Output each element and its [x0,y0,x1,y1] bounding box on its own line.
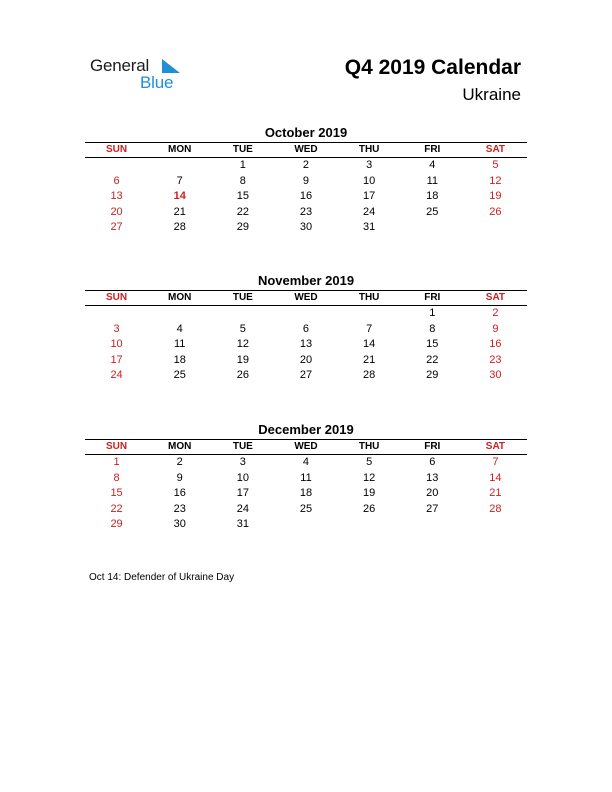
day-cell: 8 [239,174,246,187]
day-cell: 7 [176,174,183,187]
day-cell: 27 [426,502,439,515]
day-cell: 9 [302,174,310,187]
day-cell: 18 [299,487,313,499]
weekday-sat: SAT [464,440,527,455]
month-title: December 2019 [258,422,354,437]
holiday-day-cell: 14 [173,190,186,202]
day-cell: 19 [489,190,502,202]
weekday-wed: WED [274,143,337,158]
day-cell: 7 [492,456,499,468]
day-cell: 19 [363,487,376,499]
day-cell: 5 [366,456,373,468]
weekday-thu: THU [338,440,401,455]
week-row [85,322,527,338]
day-cell: 27 [299,369,313,381]
day-cell: 23 [299,205,313,218]
empty-day-cell [274,306,337,322]
empty-day-cell [85,306,148,322]
empty-day-cell [401,220,464,236]
day-cell: 21 [173,205,186,218]
day-cell: 2 [176,456,183,468]
weekday-tue: TUE [211,440,274,455]
day-cell: 9 [492,322,499,335]
empty-day-cell [148,306,211,322]
day-cell: 1 [239,159,246,171]
weekday-fri: FRI [401,143,464,158]
day-cell: 3 [239,456,246,468]
day-cell: 12 [489,174,502,187]
holiday-notes [89,571,234,585]
day-cell: 2 [302,159,310,171]
empty-day-cell [464,517,527,533]
day-cell: 7 [366,322,373,335]
weekday-header-row [85,291,527,306]
month-december [85,421,527,533]
day-cell: 29 [426,369,439,381]
empty-day-cell [274,517,337,533]
day-cell: 13 [299,338,313,350]
day-cell: 18 [426,190,439,202]
day-cell: 28 [489,502,502,515]
weekday-header-row [85,143,527,158]
day-cell: 22 [236,205,249,218]
weekday-wed: WED [274,440,337,455]
day-cell: 24 [110,369,123,381]
day-cell: 16 [173,487,186,499]
weekday-mon: MON [148,143,211,158]
week-row [85,353,527,369]
day-cell: 17 [363,190,376,202]
day-cell: 2 [492,307,499,319]
empty-day-cell [401,517,464,533]
day-cell: 28 [363,369,376,381]
day-cell: 10 [363,174,376,187]
day-cell: 15 [426,338,439,350]
weekday-thu: THU [338,143,401,158]
day-cell: 26 [236,369,249,381]
week-row [85,486,527,502]
week-row [85,368,527,384]
week-row [85,189,527,205]
weekday-header-row [85,440,527,455]
week-row [85,220,527,236]
weekday-sat: SAT [464,291,527,306]
week-row [85,471,527,487]
day-cell: 4 [302,456,310,468]
day-cell: 20 [426,487,439,499]
day-cell: 15 [110,487,123,499]
weekday-fri: FRI [401,291,464,306]
day-cell: 24 [363,205,376,218]
day-cell: 21 [363,353,376,366]
holiday-note: Oct 14: Defender of Ukraine Day [89,572,235,583]
day-cell: 1 [429,307,436,319]
week-row [85,174,527,190]
weekday-sun: SUN [85,143,148,158]
day-cell: 6 [302,322,310,335]
month-title: October 2019 [264,125,348,140]
week-row [85,455,527,471]
generalblue-logo [90,56,200,96]
month-november [85,272,527,384]
country-name: Ukraine [462,85,521,104]
weekday-mon: MON [148,291,211,306]
empty-day-cell [464,220,527,236]
day-cell: 11 [426,174,438,187]
day-cell: 3 [113,322,120,335]
week-row [85,502,527,518]
day-cell: 8 [113,471,120,484]
day-cell: 31 [236,518,249,530]
day-cell: 1 [113,456,120,468]
day-cell: 23 [173,502,186,515]
week-row [85,306,527,322]
day-cell: 26 [363,502,376,515]
day-cell: 10 [110,338,123,350]
day-cell: 11 [300,471,312,484]
week-row [85,337,527,353]
day-cell: 10 [236,471,249,484]
day-cell: 16 [299,190,313,202]
day-cell: 29 [110,518,123,530]
day-cell: 25 [173,369,186,381]
day-cell: 20 [299,353,313,366]
day-cell: 9 [176,471,183,484]
day-cell: 14 [489,471,502,484]
day-cell: 28 [173,221,186,233]
empty-day-cell [148,158,211,174]
day-cell: 30 [489,369,502,381]
day-cell: 6 [113,174,120,187]
day-cell: 3 [366,159,373,171]
empty-day-cell [338,517,401,533]
day-cell: 22 [110,502,123,515]
day-cell: 17 [110,353,123,366]
weekday-tue: TUE [211,291,274,306]
month-grid [85,439,527,533]
month-grid [85,290,527,384]
day-cell: 30 [173,518,186,530]
day-cell: 13 [426,471,439,484]
day-cell: 20 [110,205,123,218]
day-cell: 19 [236,353,249,366]
day-cell: 4 [176,322,183,335]
day-cell: 26 [489,205,502,218]
day-cell: 27 [110,221,123,233]
day-cell: 12 [363,471,376,484]
day-cell: 24 [236,502,249,515]
day-cell: 4 [429,159,436,171]
day-cell: 11 [174,338,186,350]
day-cell: 5 [239,322,246,335]
weekday-thu: THU [338,291,401,306]
day-cell: 13 [110,190,123,202]
month-title: November 2019 [257,273,355,288]
weekday-sun: SUN [85,440,148,455]
week-row [85,517,527,533]
week-row [85,205,527,221]
month-october [85,124,527,236]
logo-word-general: General [90,56,150,75]
day-cell: 25 [426,205,439,218]
empty-day-cell [211,306,274,322]
day-cell: 18 [173,353,186,366]
day-cell: 22 [426,353,439,366]
logo-word-blue: Blue [140,73,174,92]
day-cell: 16 [489,338,502,350]
weekday-fri: FRI [401,440,464,455]
weekday-mon: MON [148,440,211,455]
day-cell: 21 [489,487,502,499]
day-cell: 5 [492,159,499,171]
weekday-sun: SUN [85,291,148,306]
weekday-wed: WED [274,291,337,306]
weekday-sat: SAT [464,143,527,158]
day-cell: 25 [299,502,313,515]
day-cell: 29 [236,221,249,233]
day-cell: 23 [489,353,502,366]
day-cell: 12 [236,338,249,350]
day-cell: 17 [236,487,249,499]
day-cell: 14 [363,338,376,350]
week-row [85,158,527,174]
day-cell: 31 [363,221,376,233]
day-cell: 15 [236,190,249,202]
day-cell: 30 [299,221,313,233]
empty-day-cell [85,158,148,174]
day-cell: 8 [429,322,436,335]
weekday-tue: TUE [211,143,274,158]
empty-day-cell [338,306,401,322]
page-title: Q4 2019 Calendar [344,56,521,79]
day-cell: 6 [429,456,436,468]
month-grid [85,142,527,236]
